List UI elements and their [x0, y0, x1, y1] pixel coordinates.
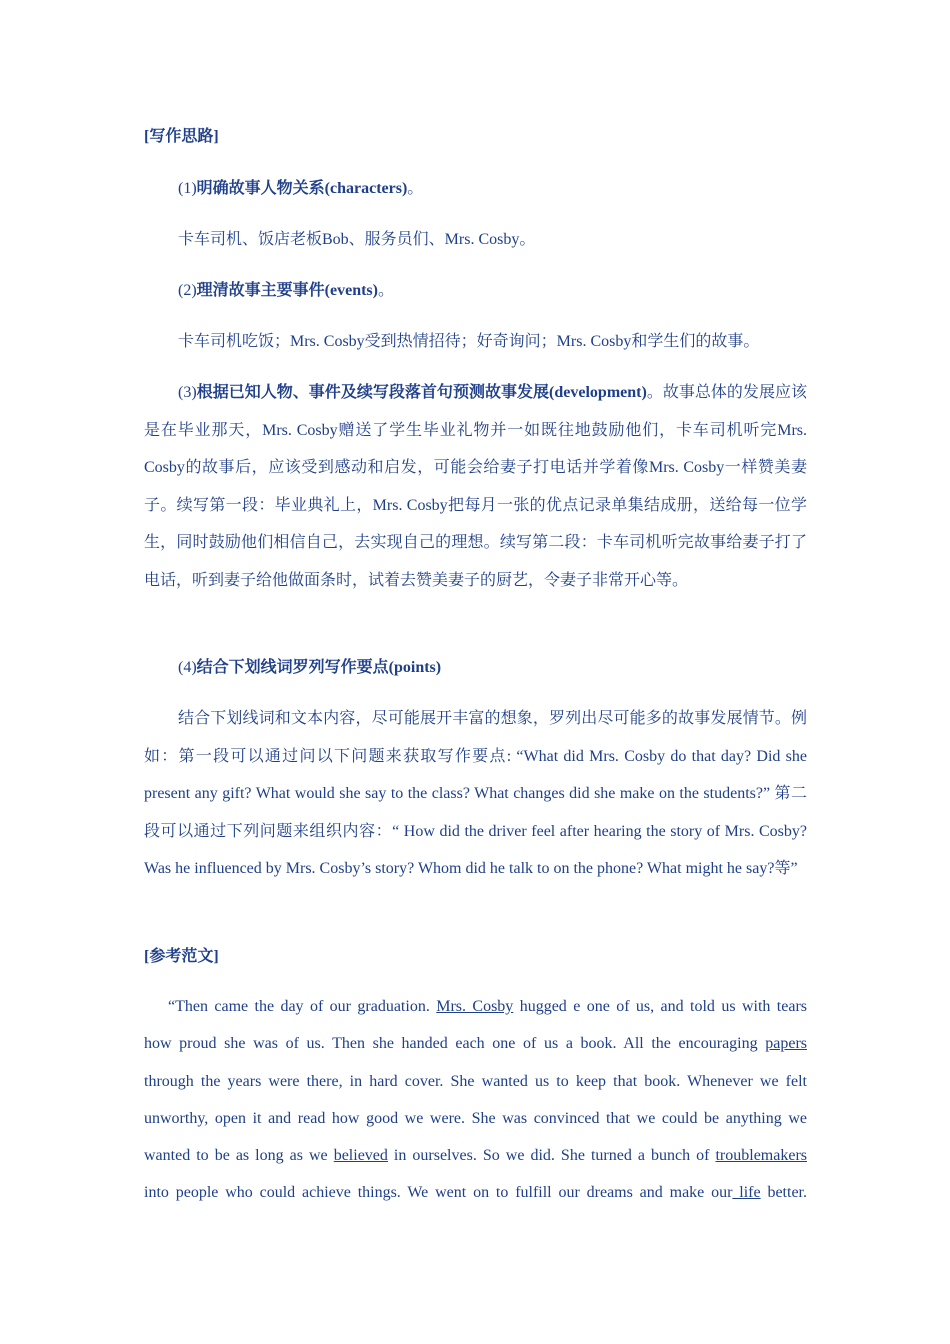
- item-2-number: (2): [178, 282, 197, 299]
- item-3-paragraph: [144, 374, 807, 599]
- item-2-heading: [144, 281, 841, 301]
- item-3-number: (3): [178, 384, 197, 401]
- item-1-end: 。: [407, 180, 424, 197]
- item-1-title: 明确故事人物关系(characters): [196, 180, 408, 197]
- item-1-text: 卡车司机、饭店老板Bob、服务员们、Mrs. Cosby。: [178, 231, 536, 248]
- essay-line: “Then came the day of our graduation. Mrs. Cosby hugged e one of us, and told us with tears: [168, 998, 807, 1015]
- essay-line: unworthy, open it and read how good we were. She was convinced that we could be anything we: [144, 1109, 807, 1127]
- essay-line: into people who could achieve things. We went on to fulfill our dreams and make our life better.: [144, 1184, 807, 1202]
- sample-essay: [144, 988, 807, 1212]
- item-4-title: 结合下划线词罗列写作要点(points): [196, 659, 442, 676]
- underlined-word: life: [732, 1184, 761, 1202]
- item-2-title: 理清故事主要事件(events): [196, 282, 378, 299]
- item-2-text: 卡车司机吃饭；Mrs. Cosby受到热情招待；好奇询问；Mrs. Cosby和学生们的故事。: [178, 333, 760, 350]
- section-heading-writing-ideas: [写作思路]: [144, 128, 219, 145]
- item-1-heading: [144, 179, 841, 199]
- item-1-number: (1): [178, 180, 197, 197]
- underlined-word: believed: [333, 1147, 388, 1165]
- underlined-word: Mrs. Cosby: [436, 998, 514, 1015]
- item-4-number: (4): [178, 659, 197, 676]
- underlined-word: troublemakers: [715, 1147, 808, 1165]
- section-heading-sample-essay: [参考范文]: [144, 948, 219, 965]
- item-3-title: 根据已知人物、事件及续写段落首句预测故事发展(development): [196, 384, 647, 401]
- item-4-text: 结合下划线词和文本内容，尽可能展开丰富的想象，罗列出尽可能多的故事发展情节。例如：第一段可以通过问以下问题来获取写作要点: “What did Mrs. Cosby do that day? Did she present any gift? What would she say to the class? What changes did she make on the students?” 第二段可以通过下列问题来组织内容：“ How did the driver feel after hearing the story of Mrs. Cosby? Was he influenced by Mrs. Cosby’s story? Whom did he talk to on the phone? What might he say?等”: [144, 710, 807, 877]
- essay-line: through the years were there, in hard cover. She wanted us to keep that book. Whenever we felt: [144, 1072, 807, 1090]
- item-2-end: 。: [377, 282, 394, 299]
- underlined-word: papers: [765, 1035, 807, 1053]
- essay-line: wanted to be as long as we believed in ourselves. So we did. She turned a bunch of troublemakers: [144, 1147, 808, 1165]
- item-3-text: 。故事总体的发展应该是在毕业那天，Mrs. Cosby赠送了学生毕业礼物并一如既往地鼓励他们，卡车司机听完Mrs. Cosby的故事后，应该受到感动和启发，可能会给妻子打电话并学着像Mrs. Cosby一样赞美妻子。续写第一段：毕业典礼上，Mrs. Cosby把每月一张的优点记录单集结成册，送给每一位学生，同时鼓励他们相信自己，去实现自己的理想。续写第二段：卡车司机听完故事给妻子打了电话，听到妻子给他做面条时，试着去赞美妻子的厨艺，令妻子非常开心等。: [144, 384, 807, 589]
- item-4-heading: [144, 658, 841, 678]
- essay-line: how proud she was of us. Then she handed each one of us a book. All the encouraging papers: [144, 1035, 807, 1053]
- item-4-paragraph: [144, 700, 807, 888]
